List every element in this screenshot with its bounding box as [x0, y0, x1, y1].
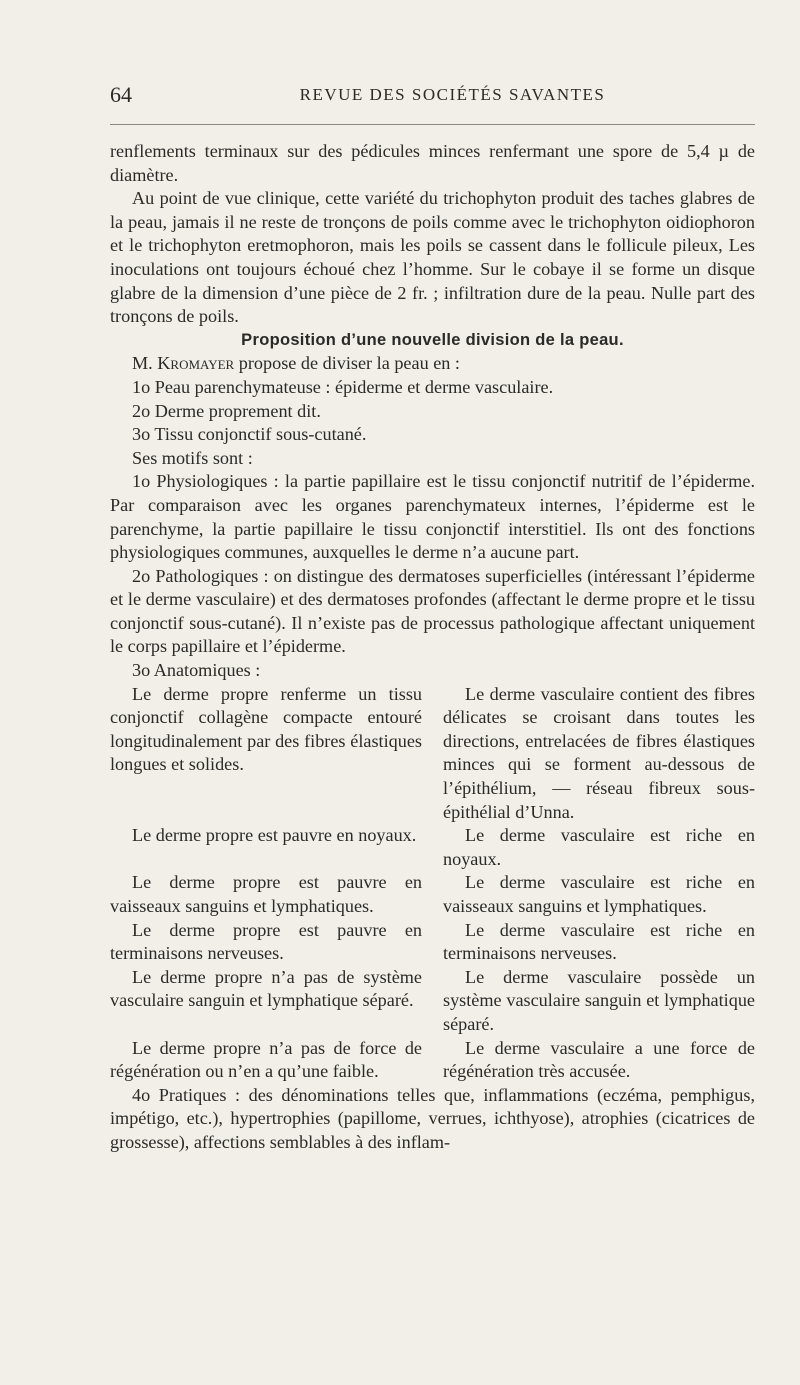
- author-name: Kromayer: [157, 353, 235, 374]
- page-body: [110, 140, 755, 1155]
- section-heading: Proposition d’une nouvelle division de la peau.: [241, 330, 624, 349]
- motifs-intro: Ses motifs sont :: [132, 447, 253, 468]
- comparison-right: [443, 1037, 755, 1084]
- running-title: REVUE DES SOCIÉTÉS SAVANTES: [299, 85, 606, 104]
- motif-paragraph: 3o Anatomiques :: [132, 660, 261, 681]
- comparison-right-text: Le derme vasculaire contient des fibres délicates se croisant dans toutes les directions, entrelacées de fibres élastiques minces qui se forment au-dessous de l’épithélium, — réseau fibreux sous-épithélial d’Unna.: [443, 683, 755, 822]
- intro-prefix: M.: [132, 353, 158, 374]
- comparison-left-text: Le derme propre est pauvre en noyaux.: [132, 825, 417, 846]
- comparison-left: [110, 1037, 422, 1084]
- comparison-left-text: Le derme propre est pauvre en terminaisons nerveuses.: [110, 919, 422, 964]
- comparison-left-text: Le derme propre n’a pas de force de régénération ou n’en a qu’une faible.: [110, 1037, 422, 1082]
- comparison-right-text: Le derme vasculaire a une force de régénération très accusée.: [443, 1037, 755, 1082]
- comparison-left: [110, 966, 422, 1013]
- comparison-row: [110, 683, 755, 825]
- comparison-left: [110, 919, 422, 966]
- comparison-right-text: Le derme vasculaire est riche en terminaisons nerveuses.: [443, 919, 755, 964]
- comparison-left: [110, 824, 422, 848]
- comparison-right-text: Le derme vasculaire est riche en vaisseaux sanguins et lymphatiques.: [443, 872, 755, 916]
- comparison-right: [443, 683, 755, 825]
- comparison-row: [110, 824, 755, 871]
- list-item: 1o Peau parenchymateuse : épiderme et derme vasculaire.: [132, 376, 554, 397]
- comparison-row: [110, 919, 755, 966]
- comparison-left: [110, 871, 422, 918]
- comparison-right-text: Le derme vasculaire est riche en noyaux.: [443, 825, 755, 869]
- comparison-left-text: Le derme propre n’a pas de système vasculaire sanguin et lymphatique séparé.: [110, 966, 422, 1011]
- page-header: [110, 82, 755, 112]
- header-rule: [110, 124, 755, 125]
- final-paragraph: 4o Pratiques : des dénominations telles que, inflammations (eczéma, pemphigus, impétigo, etc.), hypertrophies (papillome, verrues, ichthyose), atrophies (cicatrices de grossesse), affections semblables à des inflam-: [110, 1084, 755, 1152]
- comparison-right-text: Le derme vasculaire possède un système vasculaire sanguin et lymphatique séparé.: [443, 966, 755, 1034]
- comparison-right: [443, 919, 755, 966]
- comparison-left-text: Le derme propre renferme un tissu conjonctif collagène compacte entouré longitudinalement par des fibres élastiques longues et solides.: [110, 683, 422, 775]
- comparison-right: [443, 966, 755, 1037]
- list-item: 3o Tissu conjonctif sous-cutané.: [132, 424, 367, 445]
- comparison-left-text: Le derme propre est pauvre en vaisseaux sanguins et lymphatiques.: [110, 872, 422, 916]
- comparison-row: [110, 966, 755, 1037]
- comparison-left: [110, 683, 422, 777]
- motif-paragraph: 2o Pathologiques : on distingue des dermatoses superficielles (intéressant l’épiderme et le derme vasculaire) et des dermatoses profondes (affectant le derme propre et le tissu conjonctif sous-cutané). Il n’existe pas de processus pathologique affectant uniquement le corps papillaire et l’épiderme.: [110, 565, 755, 657]
- comparison-right: [443, 824, 755, 871]
- paragraph: renflements terminaux sur des pédicules minces renfermant une spore de 5,4 µ de diamètre.: [110, 141, 755, 185]
- list-item: 2o Derme proprement dit.: [132, 400, 321, 421]
- intro-rest: propose de diviser la peau en :: [234, 353, 460, 374]
- section-intro: [110, 352, 755, 376]
- paragraph: Au point de vue clinique, cette variété du trichophyton produit des taches glabres de la peau, jamais il ne reste de tronçons de poils comme avec le trichophyton oidiophoron et le trichophyton eretmophoron, mais les poils se cassent dans le follicule pileux, Les inoculations ont toujours échoué chez l’homme. Sur le cobaye il se forme un disque glabre de la dimension d’une pièce de 2 fr. ; infiltration dure de la peau. Nulle part des tronçons de poils.: [110, 188, 755, 327]
- motif-paragraph: 1o Physiologiques : la partie papillaire est le tissu conjonctif nutritif de l’épiderme. Par comparaison avec les organes parenchymateux internes, l’épiderme est le parenchyme, la partie papillaire le tissu conjonctif interstitiel. Ils ont des fonctions physiologiques communes, auxquelles le derme n’a aucune part.: [110, 471, 755, 563]
- comparison-right: [443, 871, 755, 918]
- comparison-row: [110, 1037, 755, 1084]
- page-number: 64: [110, 82, 132, 107]
- comparison-row: [110, 871, 755, 918]
